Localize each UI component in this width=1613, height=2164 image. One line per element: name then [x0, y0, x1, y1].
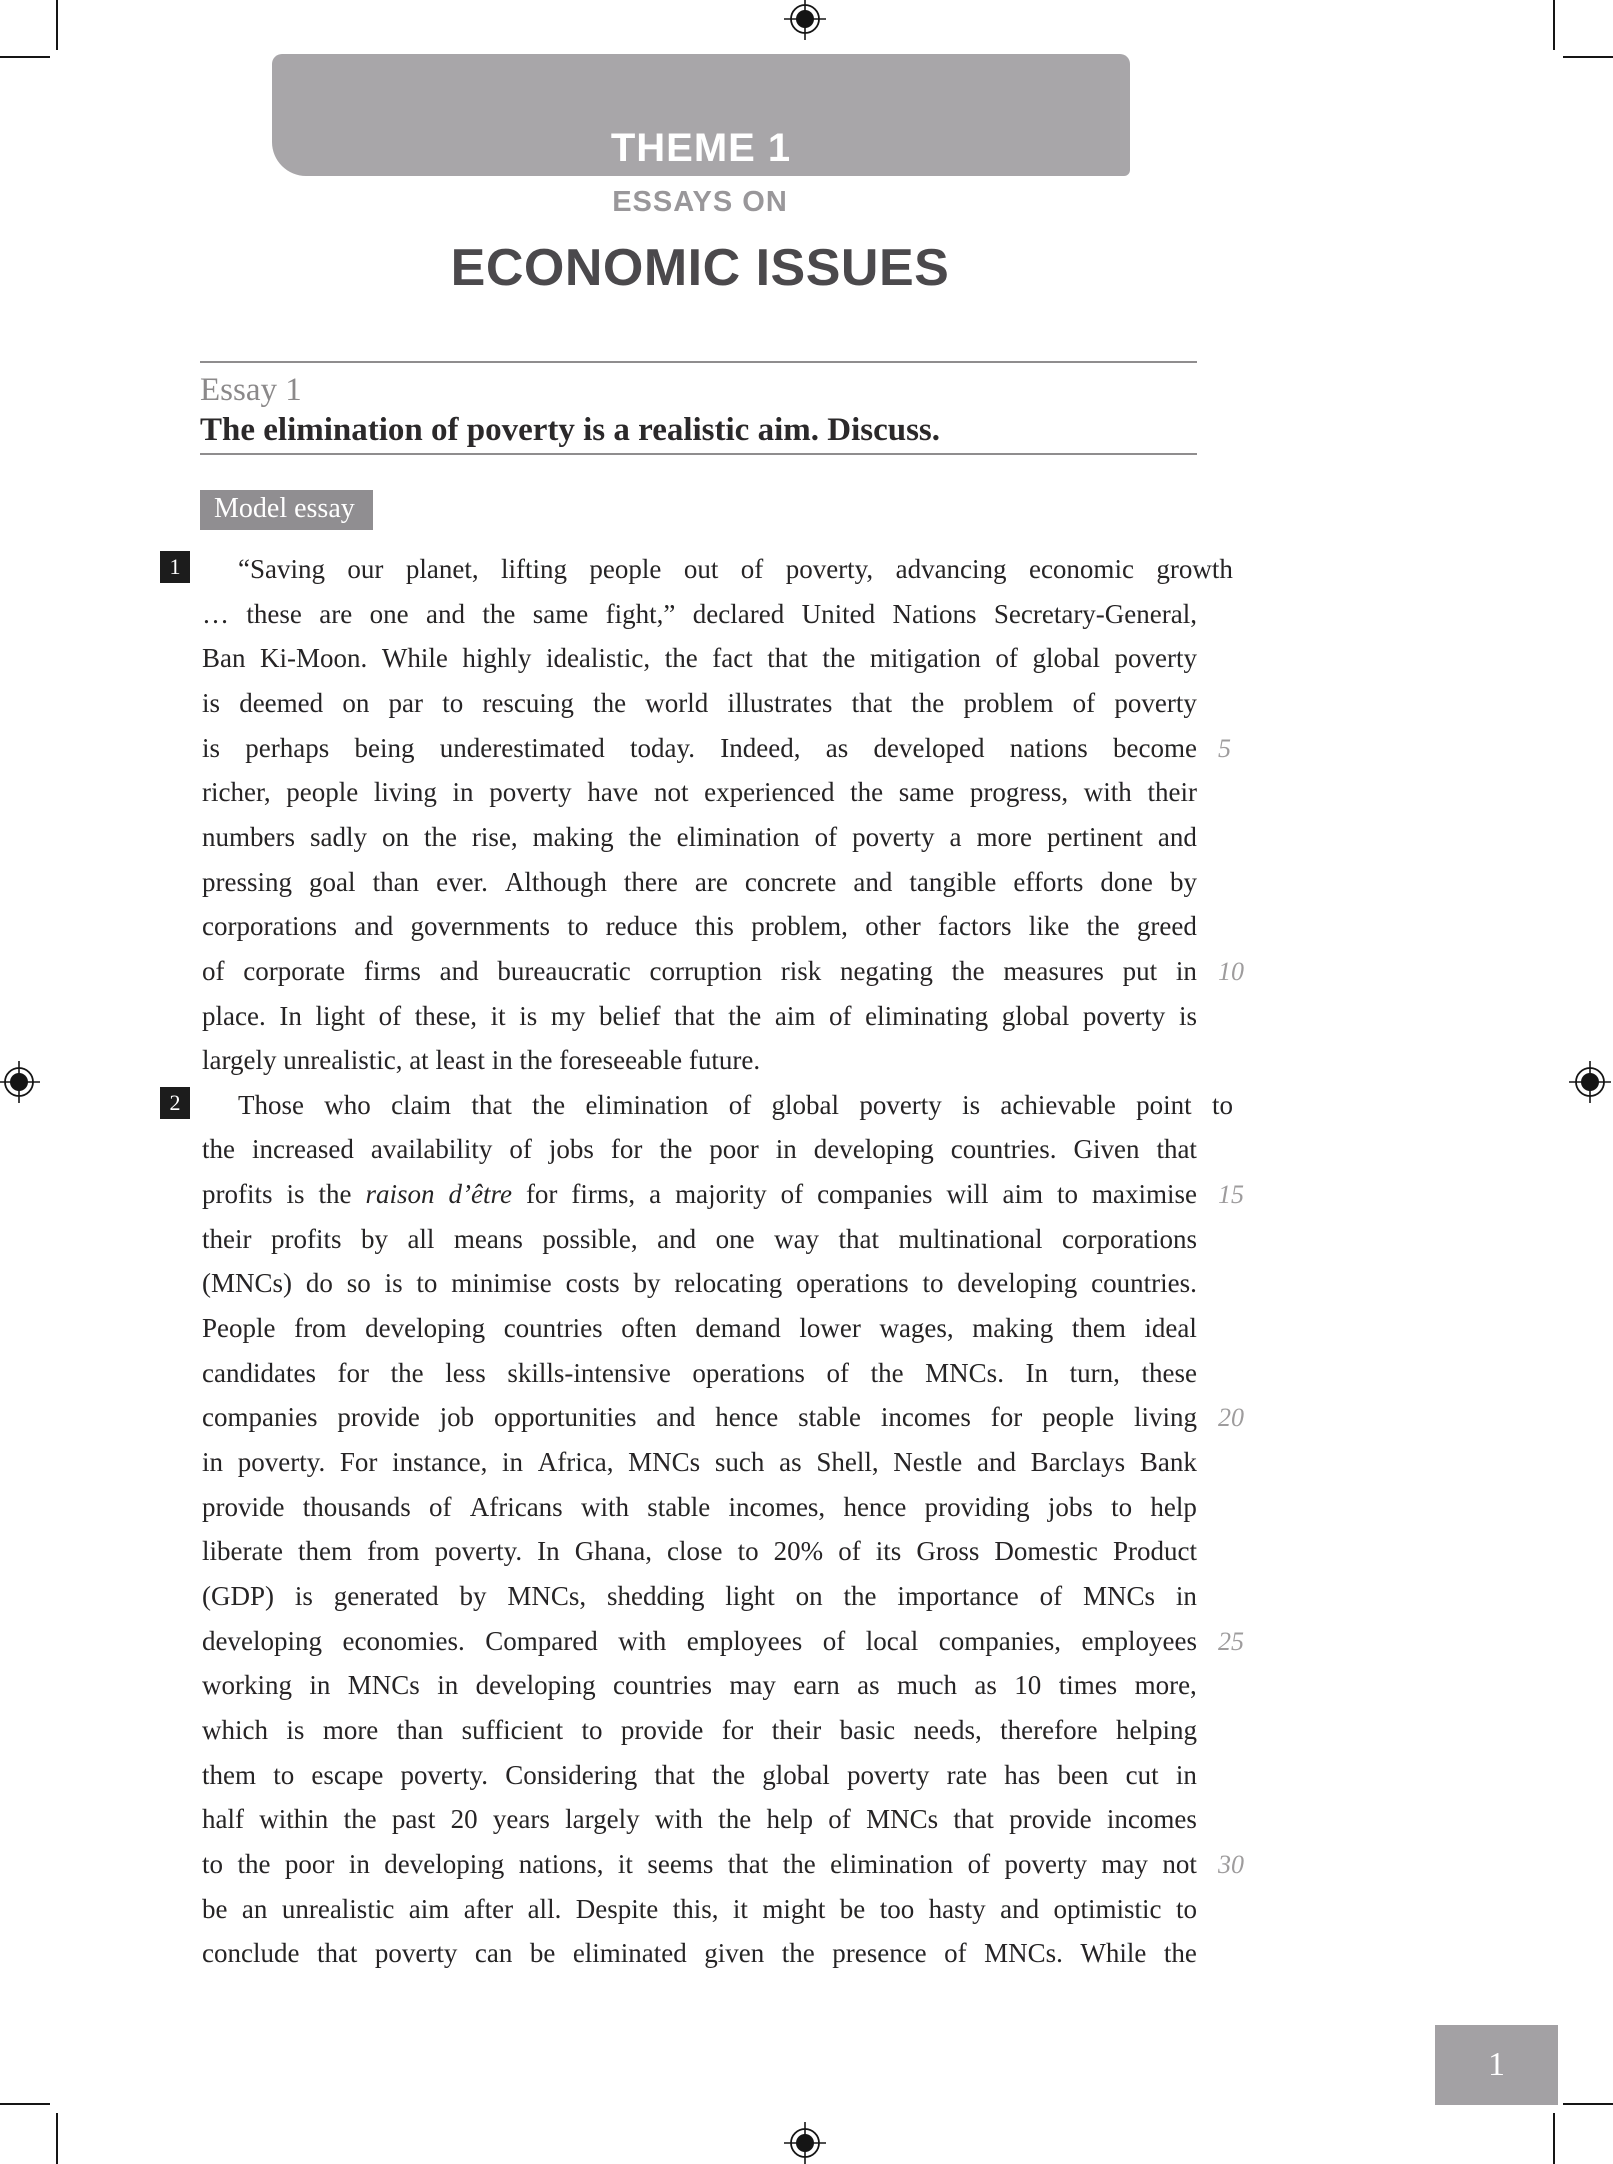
- essay-line: be an unrealistic aim after all. Despite this, it might be too hasty and optimistic to: [202, 1893, 1197, 1924]
- essay-line: (MNCs) do so is to minimise costs by relocating operations to developing countries.: [202, 1268, 1197, 1299]
- essay-line: pressing goal than ever. Although there are concrete and tangible efforts done by: [202, 866, 1197, 897]
- essay-line: companies provide job opportunities and hence stable incomes for people living: [202, 1402, 1197, 1433]
- essay-line: developing economies. Compared with employees of local companies, employees: [202, 1625, 1197, 1656]
- margin-line-number: 15: [1218, 1180, 1244, 1210]
- essay-line: their profits by all means possible, and one way that multinational corporations: [202, 1223, 1197, 1254]
- theme-label: THEME 1: [610, 126, 792, 170]
- essay-line: is deemed on par to rescuing the world illustrates that the problem of poverty: [202, 687, 1197, 718]
- essay-line: profits is the raison d’être for firms, a majority of companies will aim to maximise: [202, 1179, 1197, 1210]
- essay-line: is perhaps being underestimated today. Indeed, as developed nations become: [202, 732, 1197, 763]
- paragraph-number-badge: 2: [160, 1087, 190, 1119]
- essay-line: numbers sadly on the rise, making the elimination of poverty a more pertinent and: [202, 821, 1197, 852]
- margin-line-number: 20: [1218, 1403, 1244, 1433]
- essay-line: them to escape poverty. Considering that the global poverty rate has been cut in: [202, 1759, 1197, 1790]
- model-essay-badge: Model essay: [200, 490, 373, 530]
- essay-line: largely unrealistic, at least in the foreseeable future.: [202, 1045, 761, 1076]
- essay-line: Ban Ki-Moon. While highly idealistic, the fact that the mitigation of global poverty: [202, 643, 1197, 674]
- essay-line: liberate them from poverty. In Ghana, close to 20% of its Gross Domestic Product: [202, 1536, 1197, 1567]
- essay-line: (GDP) is generated by MNCs, shedding light on the importance of MNCs in: [202, 1580, 1197, 1611]
- essay-line: which is more than sufficient to provide for their basic needs, therefore helping: [202, 1714, 1197, 1745]
- page-number: 1: [1488, 2046, 1505, 2083]
- section-subtitle: ESSAYS ON: [612, 186, 788, 218]
- essay-line: Those who claim that the elimination of global poverty is achievable point to: [238, 1089, 1233, 1120]
- essay-line: working in MNCs in developing countries may earn as much as 10 times more,: [202, 1670, 1197, 1701]
- essay-line: the increased availability of jobs for the poor in developing countries. Given that: [202, 1134, 1197, 1165]
- margin-line-number: 5: [1218, 733, 1231, 763]
- margin-line-number: 10: [1218, 956, 1244, 986]
- page-number-box: [1435, 2025, 1558, 2105]
- essay-line: conclude that poverty can be eliminated given the presence of MNCs. While the: [202, 1938, 1197, 1969]
- essay-line: provide thousands of Africans with stable incomes, hence providing jobs to help: [202, 1491, 1197, 1522]
- essay-question: The elimination of poverty is a realistic aim. Discuss.: [200, 412, 941, 448]
- essay-line: of corporate firms and bureaucratic corruption risk negating the measures put in: [202, 955, 1197, 986]
- margin-line-number: 30: [1218, 1849, 1244, 1879]
- essay-line: to the poor in developing nations, it seems that the elimination of poverty may not: [202, 1848, 1197, 1879]
- paragraph-number-badge: 1: [160, 551, 190, 583]
- essay-line: … these are one and the same fight,” declared United Nations Secretary-General,: [202, 598, 1197, 629]
- essay-line: People from developing countries often demand lower wages, making them ideal: [202, 1313, 1197, 1344]
- essay-line: corporations and governments to reduce this problem, other factors like the greed: [202, 911, 1197, 942]
- essay-line: place. In light of these, it is my belief that the aim of eliminating global poverty is: [202, 1000, 1197, 1031]
- essay-number-label: Essay 1: [200, 372, 302, 408]
- essay-line: half within the past 20 years largely with the help of MNCs that provide incomes: [202, 1804, 1197, 1835]
- essay-line: candidates for the less skills-intensive operations of the MNCs. In turn, these: [202, 1357, 1197, 1388]
- section-title: ECONOMIC ISSUES: [450, 239, 950, 297]
- essay-line: “Saving our planet, lifting people out of poverty, advancing economic growth: [238, 554, 1233, 584]
- essay-line: richer, people living in poverty have not experienced the same progress, with their: [202, 777, 1197, 808]
- margin-line-number: 25: [1218, 1626, 1244, 1656]
- essay-line: in poverty. For instance, in Africa, MNCs such as Shell, Nestle and Barclays Bank: [202, 1447, 1197, 1477]
